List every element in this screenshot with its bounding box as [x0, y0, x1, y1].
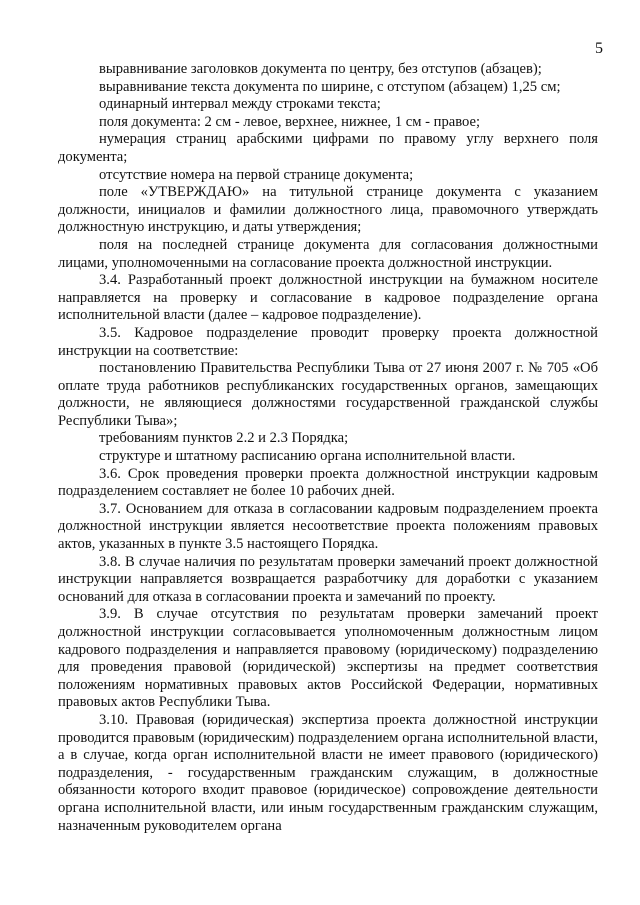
paragraph-page-numbering: нумерация страниц арабскими цифрами по правому углу верхнего поля документа; — [58, 131, 598, 165]
paragraph-margins: поля документа: 2 см - левое, верхнее, нижнее, 1 см - правое; — [99, 113, 481, 130]
paragraph-text-alignment: выравнивание текста документа по ширине, с отступом (абзацем) 1,25 см; — [99, 78, 561, 95]
paragraph-3-7: 3.7. Основанием для отказа в согласовании кадровым подразделением проекта должностной инструкции является несоответствие проекта положениям правовых актов, указанных в пункте 3.5 настоящего Порядка. — [58, 500, 598, 553]
paragraph-3-9: 3.9. В случае отсутствия по результатам проверки замечаний проект должностной инструкции согласовывается уполномоченным должностным лицом кадрового подразделения и направляется правовому (юридическому) подразделению для проведения правовой (юридической) экспертизы на предмет соответствия положениям нормативных правовых актов Российской Федерации, нормативных правовых актов Республики Тыва. — [58, 606, 598, 711]
paragraph-headings-alignment: выравнивание заголовков документа по центру, без отступов (абзацев); — [99, 61, 542, 77]
paragraph-first-page-number: отсутствие номера на первой странице документа; — [99, 166, 414, 183]
paragraph-3-6: 3.6. Срок проведения проверки проекта должностной инструкции кадровым подразделением составляет не более 10 рабочих дней. — [58, 465, 598, 500]
paragraph-3-8: 3.8. В случае наличия по результатам проверки замечаний проект должностной инструкции направляется возвращается разработчику для доработки с указанием оснований для отказа в согласовании проекта и замечаний по проекту. — [58, 553, 598, 605]
paragraph-3-4: 3.4. Разработанный проект должностной инструкции на бумажном носителе направляется на проверку и согласование в кадровое подразделение органа исполнительной власти (далее – кадровое подразделение). — [58, 272, 598, 324]
paragraph-3-10: 3.10. Правовая (юридическая) экспертиза проекта должностной инструкции проводится правовым (юридическим) подразделением органа исполнительной власти, а в случае, когда орган исполнительной власти не имеет правового (юридического) подразделения, - государственным гражданским служащим, в должностные обязанности которого входит правовое (юридическое) сопровождение деятельности органа исполнительной власти, или иным государственным гражданским служащим, назначенным руководителем органа — [58, 711, 598, 834]
document-body — [58, 61, 598, 835]
paragraph-3-5: 3.5. Кадровое подразделение проводит проверку проекта должностной инструкции на соответствие: — [58, 324, 598, 359]
paragraph-agreement-fields: поля на последней странице документа для согласования должностными лицами, уполномоченными на согласование проекта должностной инструкции. — [58, 236, 598, 271]
paragraph-requirements: требованиям пунктов 2.2 и 2.3 Порядка; — [99, 430, 349, 447]
page-number: 5 — [595, 40, 603, 57]
paragraph-resolution-705: постановлению Правительства Республики Тыва от 27 июня 2007 г. № 705 «Об оплате труда работников республиканских государственных органов, замещающих должности, не являющиеся должностями государственной гражданской службы Республики Тыва»; — [58, 360, 598, 429]
paragraph-line-spacing: одинарный интервал между строками текста; — [99, 96, 381, 113]
paragraph-structure: структуре и штатному расписанию органа исполнительной власти. — [99, 448, 516, 465]
paragraph-approval-field: поле «УТВЕРЖДАЮ» на титульной странице документа с указанием должности, инициалов и фамилии должностного лица, правомочного утверждать должностную инструкцию, и даты утверждения; — [58, 184, 598, 236]
